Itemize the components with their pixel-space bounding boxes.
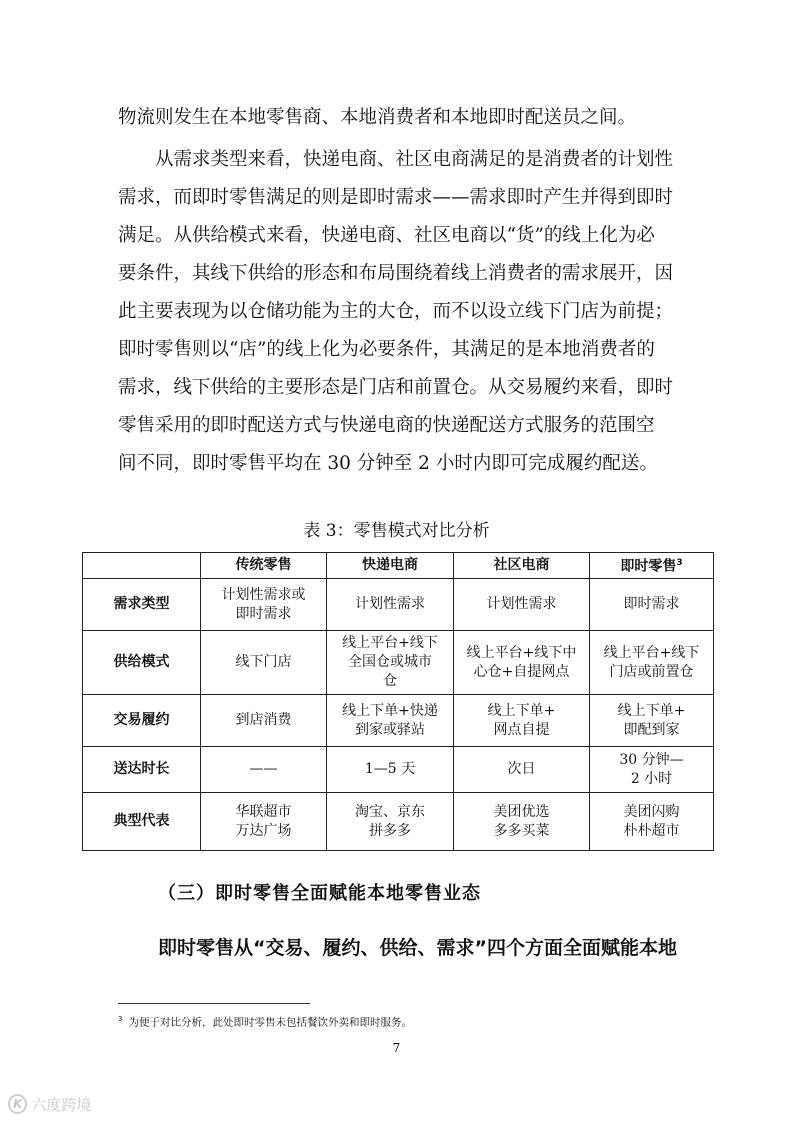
- table-column-header: 即时零售$^3$: [590, 553, 714, 579]
- paragraph-line: 需求，而即时零售满足的则是即时需求——需求即时产生并得到即时: [118, 187, 674, 208]
- table-cell: [590, 695, 714, 747]
- table-body: [83, 579, 714, 851]
- footnote-divider: [118, 1003, 310, 1004]
- table-cell-line: 万达广场: [235, 822, 292, 839]
- table-cell-line: 线上下单+快递: [342, 702, 438, 719]
- table-cell: [327, 631, 454, 695]
- table-cell: [454, 579, 590, 631]
- watermark-logo-icon: K: [8, 1094, 27, 1114]
- table-cell-line: ——: [249, 761, 278, 777]
- table-cell-line: 华联超市: [235, 803, 292, 820]
- table-cell-line: 1—5 天: [364, 761, 416, 777]
- table-cell-line: 网点自提: [493, 721, 550, 738]
- table-row-label: 送达时长: [83, 747, 201, 793]
- table-cell: [201, 747, 327, 793]
- table-cell-line: 计划性需求: [486, 596, 557, 612]
- table-cell-line: 次日: [507, 761, 536, 777]
- table-cell-line: 淘宝、京东: [355, 803, 425, 820]
- retail-comparison-table: [82, 552, 714, 851]
- table-cell-line: 线上下单+: [487, 702, 556, 719]
- section-heading: （三）即时零售全面赋能本地零售业态: [158, 883, 481, 904]
- table-cell-line: 全国仓或城市: [348, 654, 432, 670]
- footnote-text: 为便于对比分析，此处即时零售未包括餐饮外卖和即时服务。: [128, 1016, 412, 1029]
- paragraph-demand-supply: [118, 141, 688, 483]
- table-cell-line: 计划性需求: [355, 596, 425, 612]
- table-row-label: 交易履约: [83, 695, 201, 747]
- table-column-header: 社区电商: [454, 553, 590, 579]
- table-cell: [454, 747, 590, 793]
- table-header-row: [83, 553, 714, 579]
- table-cell-line: 线上下单+: [617, 702, 686, 719]
- table-cell: [327, 695, 454, 747]
- footnote: [118, 1011, 412, 1031]
- table-row: [83, 579, 714, 631]
- paragraph-line: 满足。从供给模式来看，快递电商、社区电商以“货”的线上化为必: [118, 225, 655, 246]
- paragraph-line: 从需求类型来看，快递电商、社区电商满足的是消费者的计划性: [118, 149, 674, 170]
- paragraph-line: 需求，线下供给的主要形态是门店和前置仓。从交易履约来看，即时: [118, 377, 674, 398]
- table-cell-line: 线上平台+线下: [603, 644, 700, 661]
- table-row-label: 需求类型: [83, 579, 201, 631]
- paragraph-line: 间不同，即时零售平均在 30 分钟至 2 小时内即可完成履约配送。: [118, 453, 658, 474]
- watermark-text: 六度跨境: [31, 1095, 92, 1114]
- table-cell-line: 即时需求: [235, 605, 292, 622]
- bold-paragraph: 即时零售从“交易、履约、供给、需求”四个方面全面赋能本地: [158, 937, 677, 959]
- table-cell: [201, 793, 327, 851]
- table-cell-line: 即配到家: [623, 721, 680, 738]
- table-row-label: 典型代表: [83, 793, 201, 851]
- table-cell-line: 多多买菜: [493, 822, 550, 839]
- watermark: [8, 1092, 91, 1116]
- table-cell: [327, 747, 454, 793]
- table-column-header: 快递电商: [327, 553, 454, 579]
- table-cell-line: 即时需求: [623, 596, 680, 612]
- page-number: 7: [392, 1041, 401, 1055]
- paragraph-line: 即时零售则以“店”的线上化为必要条件，其满足的是本地消费者的: [118, 339, 655, 360]
- table-cell-line: 线下门店: [235, 654, 292, 670]
- table-cell: [590, 579, 714, 631]
- table-cell: [590, 631, 714, 695]
- paragraph-continuation: [118, 99, 688, 137]
- table-cell-line: 线上平台+线下中: [466, 644, 577, 661]
- table-cell-line: 朴朴超市: [623, 822, 680, 839]
- table-cell: [454, 631, 590, 695]
- table-cell: [327, 579, 454, 631]
- paragraph-line: 物流则发生在本地零售商、本地消费者和本地即时配送员之间。: [118, 107, 637, 128]
- table-row-label: 供给模式: [83, 631, 201, 695]
- table-cell: [454, 793, 590, 851]
- table-cell-line: 线上平台+线下: [342, 635, 438, 651]
- table-cell-line: 计划性需求或: [221, 586, 306, 603]
- table-cell: [590, 747, 714, 793]
- table-row: [83, 631, 714, 695]
- table-cell: [201, 695, 327, 747]
- paragraph-line: 此主要表现为以仓储功能为主的大仓，而不以设立线下门店为前提；: [118, 301, 674, 322]
- table-cell-line: 30 分钟—: [619, 751, 684, 768]
- table-cell: [327, 793, 454, 851]
- header-footnote-mark: 3: [676, 558, 683, 569]
- table-cell-line: 拼多多: [369, 822, 411, 839]
- table-cell-line: 2 小时: [630, 770, 673, 787]
- table-caption: 表 3：零售模式对比分析: [303, 521, 490, 541]
- table-row: [83, 793, 714, 851]
- table-cell-line: 仓: [383, 673, 397, 689]
- table-cell-line: 门店或前置仓: [609, 663, 694, 680]
- paragraph-line: 要条件，其线下供给的形态和布局围绕着线上消费者的需求展开，因: [118, 263, 674, 284]
- table-column-header: 传统零售: [201, 553, 327, 579]
- table-cell-line: 美团闪购: [623, 803, 680, 820]
- table-cell-line: 到家或驿站: [355, 721, 425, 738]
- table-row: [83, 747, 714, 793]
- table-cell: [590, 793, 714, 851]
- table-cell-line: 心仓+自提网点: [473, 663, 570, 680]
- table-cell-line: 美团优选: [493, 803, 550, 820]
- table-row: [83, 695, 714, 747]
- table-cell: [454, 695, 590, 747]
- paragraph-line: 零售采用的即时配送方式与快递电商的快递配送方式服务的范围空: [118, 415, 655, 436]
- table-cell: [201, 579, 327, 631]
- footnote-mark: 3: [118, 1015, 123, 1023]
- table-cell: [201, 631, 327, 695]
- table-corner-cell: [83, 553, 201, 579]
- table-cell-line: 到店消费: [235, 712, 292, 728]
